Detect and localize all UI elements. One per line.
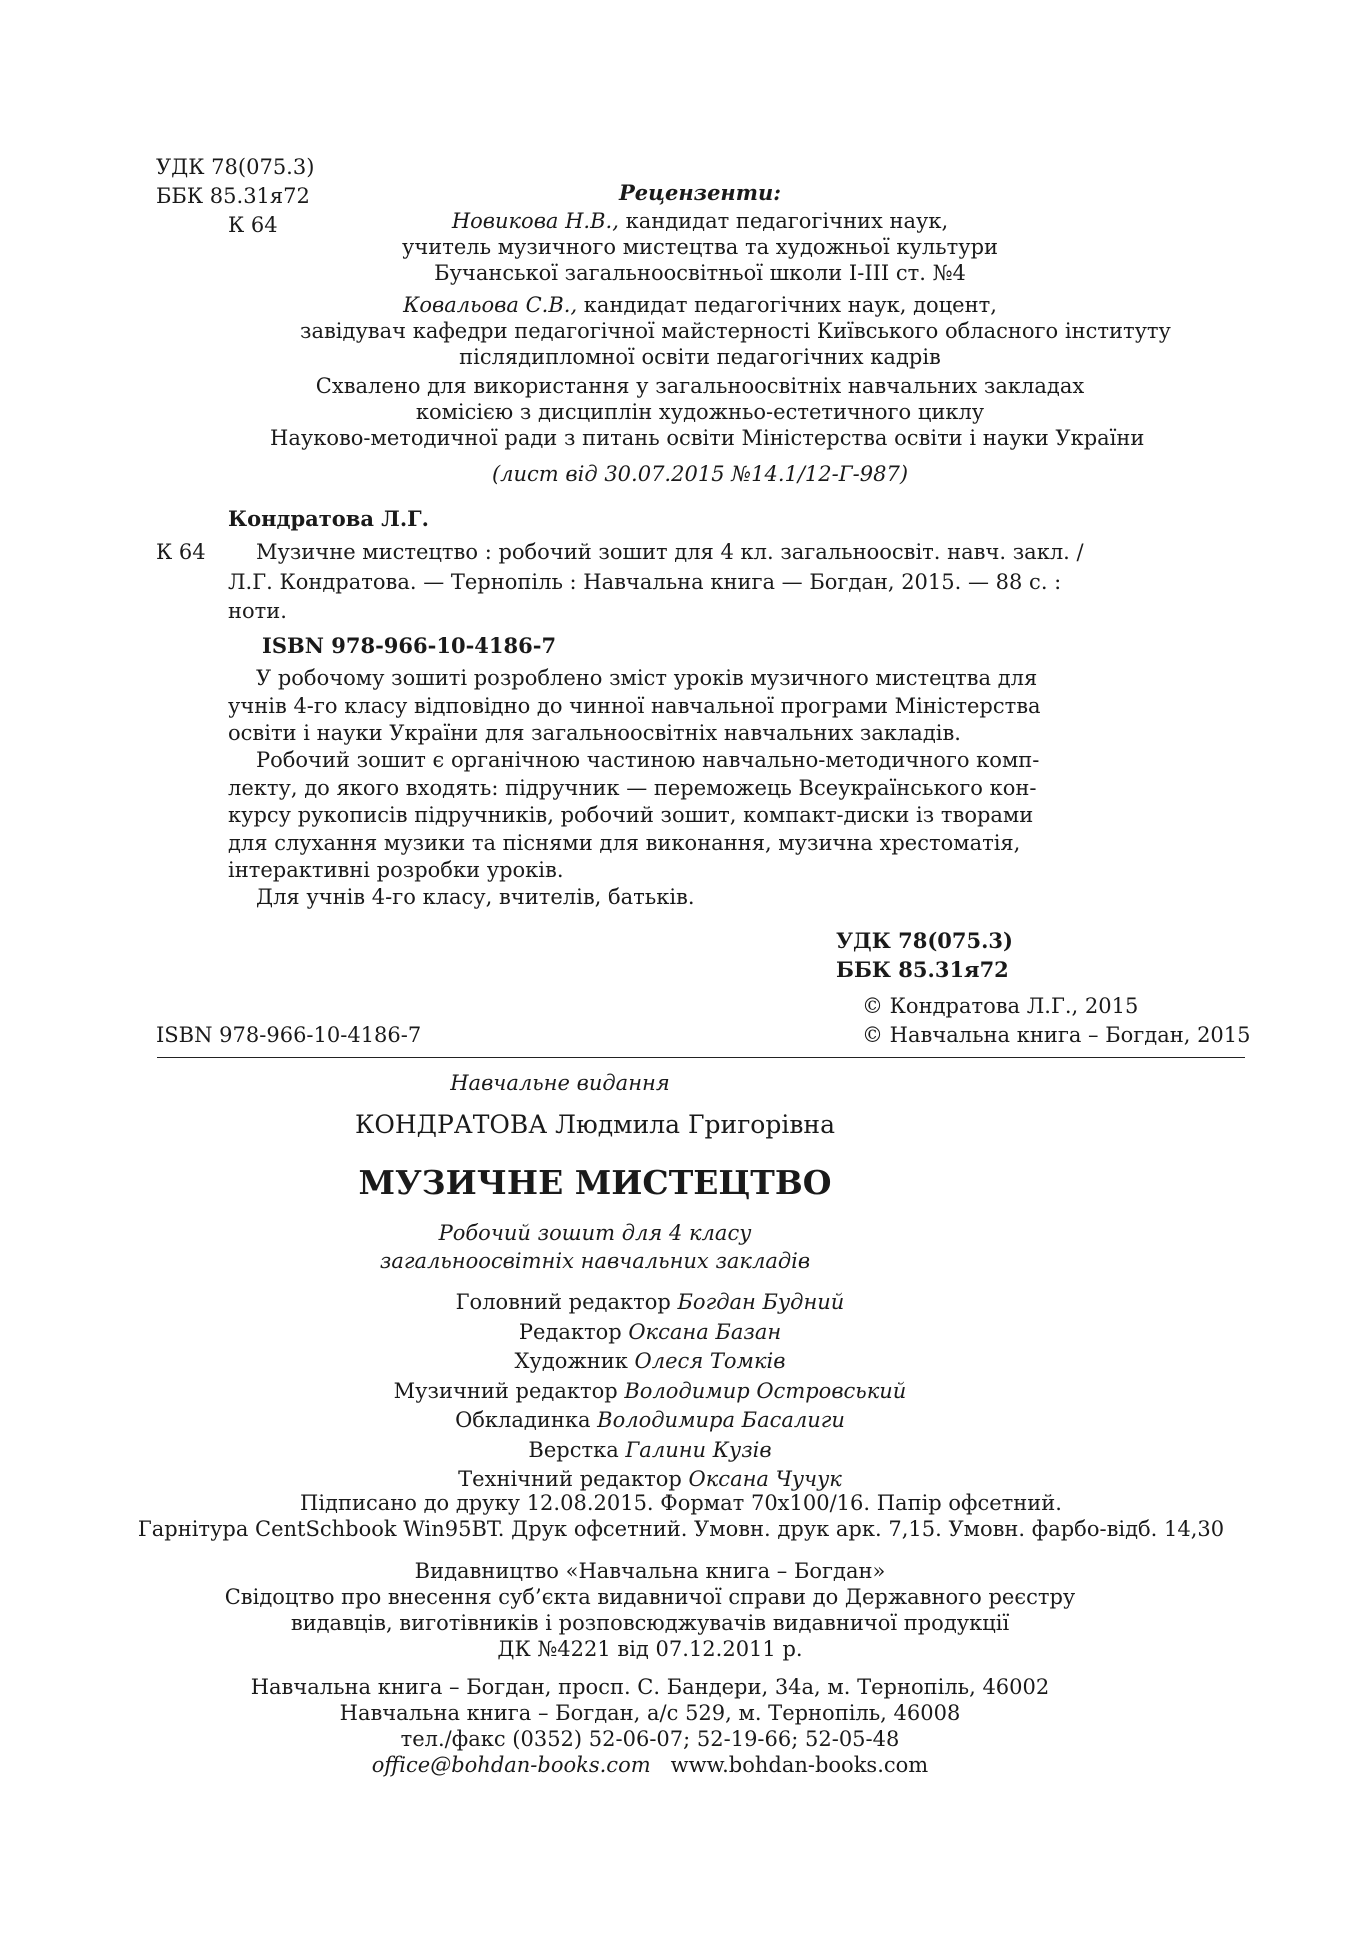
credit-line	[0, 1318, 1300, 1348]
credit-name: Володимира Басалиги	[597, 1408, 845, 1432]
udk-code: УДК 78(075.3)	[156, 155, 315, 179]
subtitle-line-2: загальноосвітніх навчальних закладів	[379, 1249, 811, 1273]
annotation-line: курсу рукописів підручників, робочий зошит, компакт-диски із творами	[228, 803, 1034, 827]
approval-letter: (лист від 30.07.2015 №14.1/12-Г-987)	[491, 462, 909, 486]
copyright-publisher: © Навчальна книга – Богдан, 2015	[862, 1023, 1251, 1047]
print-spec-line-2: Гарнітура CentSchbook Win95BT. Друк офсетний. Умовн. друк арк. 7,15. Умовн. фарбо-відб. 14,30	[137, 1517, 1225, 1541]
approval-line-1: Схвалено для використання у загальноосвітніх навчальних закладах	[315, 374, 1085, 398]
book-title: МУЗИЧНЕ МИСТЕЦТВО	[358, 1163, 832, 1202]
reviewer-2-name: Ковальова С.В.,	[403, 293, 578, 317]
annotation-line: учнів 4-го класу відповідно до чинної навчальної програми Міністерства	[228, 693, 1041, 718]
annotation-line: освіти і науки України для загальноосвітніх навчальних закладів.	[228, 721, 961, 745]
print-spec-line-1: Підписано до друку 12.08.2015. Формат 70х100/16. Папір офсетний.	[300, 1491, 1062, 1515]
annotation-line: інтерактивні розробки уроків.	[228, 858, 564, 882]
bib-mark: К 64	[156, 540, 206, 564]
credit-line	[0, 1288, 1300, 1318]
reviewer-1-name: Новикова Н.В.,	[451, 209, 619, 233]
author-full-name: КОНДРАТОВА Людмила Григорівна	[354, 1110, 836, 1139]
publisher-block	[0, 1558, 1300, 1662]
publisher-name: Видавництво «Навчальна книга – Богдан»	[414, 1559, 886, 1583]
reviewers-heading: Рецензенти:	[618, 180, 781, 205]
credit-role: Технічний редактор	[458, 1467, 689, 1491]
credit-line	[0, 1347, 1300, 1377]
reviewers-block	[300, 180, 1171, 370]
credit-name: Богдан Будний	[677, 1290, 845, 1314]
credit-role: Обкладинка	[455, 1408, 598, 1432]
credit-name: Олеся Томків	[634, 1349, 786, 1373]
bib-entry-line-1: Музичне мистецтво : робочий зошит для 4 кл. загальноосвіт. навч. закл. /	[256, 540, 1084, 564]
approval-line-2: комісією з дисциплін художньо-естетичного циклу	[415, 400, 985, 424]
print-specs	[0, 1490, 1362, 1542]
credit-role: Верстка	[528, 1437, 626, 1462]
credit-name: Оксана Базан	[628, 1319, 782, 1344]
web-line	[0, 1752, 1300, 1778]
approval-block	[270, 373, 1145, 487]
reviewer-2-line-3: післядипломної освіти педагогічних кадрів	[459, 345, 941, 369]
reviewer-1-line-2: учитель музичного мистецтва та художньої культури	[401, 235, 999, 259]
credit-role: Головний редактор	[455, 1290, 678, 1314]
website-link[interactable]: www.bohdan-books.com	[670, 1753, 929, 1777]
annotation-paragraph-1	[228, 665, 1041, 748]
reviewer-2-line-2: завідувач кафедри педагогічної майстерності Київського обласного інституту	[300, 319, 1171, 343]
publisher-registry-1: Свідоцтво про внесення суб’єкта видавничої справи до Державного реєстру	[224, 1585, 1076, 1609]
annotation-audience: Для учнів 4-го класу, вчителів, батьків.	[256, 885, 695, 909]
author-mark: К 64	[228, 213, 278, 237]
annotation-paragraph-2	[228, 747, 1040, 885]
publisher-registry-2: видавців, виготівників і розповсюджувачів видавничої продукції	[290, 1611, 1010, 1635]
credit-name: Оксана Чучук	[688, 1467, 842, 1491]
bbk-code-bottom: ББК 85.31я72	[836, 957, 1009, 982]
annotation-line: У робочому зошиті розроблено зміст уроків музичного мистецтва для	[256, 666, 1038, 690]
annotation-line: лекту, до якого входять: підручник — переможець Всеукраїнського кон-	[228, 775, 1037, 800]
reviewer-2-degree: кандидат педагогічних наук, доцент,	[577, 293, 997, 317]
reviewer-1-line-1	[300, 208, 1100, 234]
phones-line: тел./факс (0352) 52-06-07; 52-19-66; 52-05-48	[400, 1727, 900, 1751]
annotation-line: для слухання музики та піснями для виконання, музична хрестоматія,	[228, 830, 1021, 855]
reviewer-1-line-3: Бучанської загальноосвітньої школи І-ІІІ ст. №4	[434, 261, 966, 285]
approval-line-3: Науково-методичної ради з питань освіти Міністерства освіти і науки України	[270, 426, 1145, 450]
credit-line	[0, 1406, 1300, 1436]
annotation-line: Робочий зошит є органічною частиною навчально-методичного комп-	[256, 748, 1040, 772]
reviewer-2-line-1	[300, 292, 1100, 318]
publisher-certificate: ДК №4221 від 07.12.2011 р.	[497, 1637, 803, 1661]
address-line-1: Навчальна книга – Богдан, просп. С. Бандери, 34а, м. Тернопіль, 46002	[250, 1675, 1050, 1699]
edition-type: Навчальне видання	[450, 1071, 670, 1095]
copyright-author: © Кондратова Л.Г., 2015	[862, 994, 1139, 1018]
email-link[interactable]: office@bohdan-books.com	[371, 1753, 651, 1777]
credit-role: Редактор	[518, 1319, 629, 1344]
credit-name: Галини Кузів	[625, 1437, 772, 1462]
bbk-code: ББК 85.31я72	[156, 184, 310, 208]
credit-role: Музичний редактор	[393, 1378, 625, 1403]
credit-name: Володимир Островський	[624, 1378, 907, 1403]
subtitle-line-1: Робочий зошит для 4 класу	[438, 1221, 752, 1245]
contacts-block	[0, 1674, 1300, 1778]
credits-block	[0, 1288, 1300, 1495]
bib-author: Кондратова Л.Г.	[228, 506, 429, 531]
isbn-plain: ISBN 978-966-10-4186-7	[156, 1023, 422, 1047]
udk-code-bottom: УДК 78(075.3)	[836, 928, 1013, 953]
reviewer-1-degree: кандидат педагогічних наук,	[618, 209, 949, 233]
credit-line	[0, 1377, 1300, 1407]
address-line-2: Навчальна книга – Богдан, а/с 529, м. Тернопіль, 46008	[339, 1701, 961, 1725]
credit-role: Художник	[514, 1349, 635, 1373]
bib-isbn: ISBN 978-966-10-4186-7	[262, 633, 557, 658]
divider-line	[157, 1057, 1245, 1058]
credit-line	[0, 1436, 1300, 1466]
bib-entry-line-2: Л.Г. Кондратова. — Тернопіль : Навчальна книга — Богдан, 2015. — 88 с. :	[228, 570, 1062, 594]
bib-entry-line-3: ноти.	[228, 599, 287, 623]
